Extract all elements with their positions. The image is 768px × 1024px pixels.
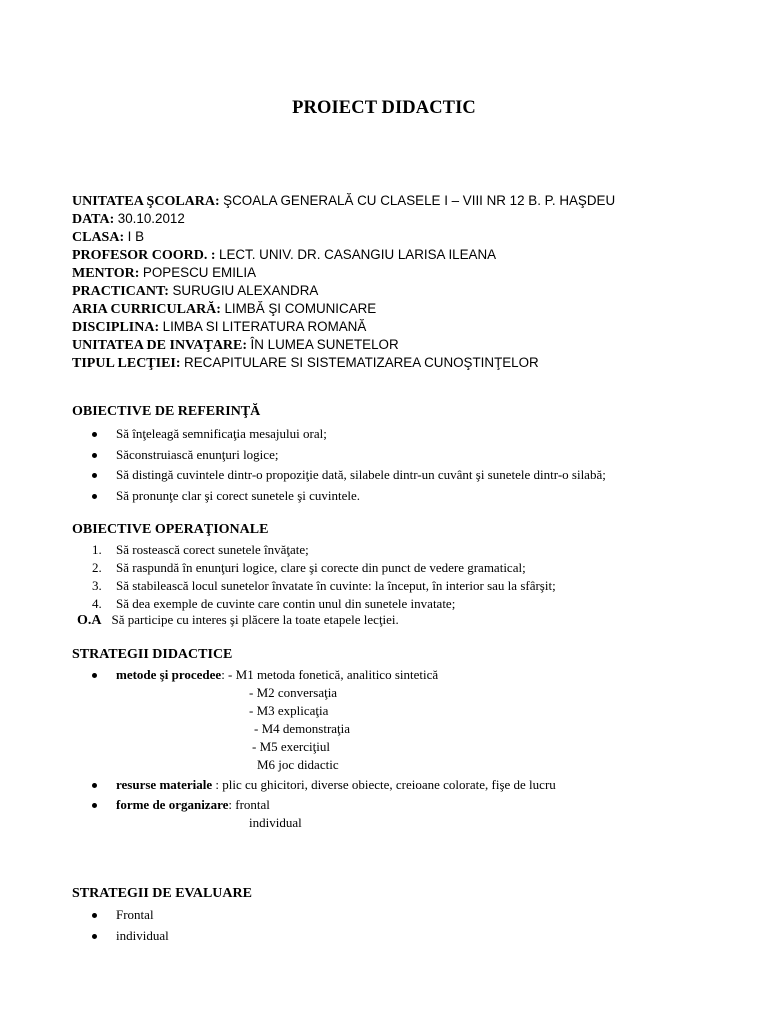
list-item	[92, 445, 606, 466]
info-row	[72, 228, 712, 246]
list-item-text: Să distingă cuvintele dintr-o propoziţie dată, silabele dintr-un cuvânt şi sunetele dintr-o silabă;	[116, 467, 606, 482]
list-item-text: Să pronunţe clar şi corect sunetele şi cuvintele.	[116, 487, 361, 503]
bullet-icon	[92, 913, 97, 918]
oa-line	[77, 612, 399, 629]
info-value: I B	[127, 229, 144, 244]
list-item	[92, 926, 169, 947]
list-item	[92, 559, 556, 577]
info-row	[72, 336, 712, 354]
list-item	[92, 486, 606, 507]
list-item-text: Să raspundă în enunţuri logice, clare şi corecte din punct de vedere gramatical;	[116, 560, 526, 575]
oa-label: O.A	[77, 613, 102, 628]
info-value: 30.10.2012	[117, 211, 185, 226]
bullet-icon	[92, 934, 97, 939]
list-item	[92, 424, 606, 445]
bullet-icon	[92, 673, 97, 678]
list-item	[92, 776, 556, 794]
forme-first: : frontal	[228, 797, 270, 812]
bullet-icon	[92, 432, 97, 437]
info-row	[72, 354, 712, 372]
info-label: DISCIPLINA:	[72, 320, 160, 335]
metode-item: - M3 explicaţia	[249, 703, 329, 718]
bullet-icon	[92, 453, 97, 458]
info-label: DATA:	[72, 212, 115, 227]
metode-first: : - M1 metoda fonetică, analitico sintetică	[221, 667, 439, 682]
info-block	[72, 192, 712, 372]
info-label: PRACTICANT:	[72, 284, 169, 299]
metode-line	[92, 720, 556, 738]
bullet-icon	[92, 783, 97, 788]
info-value: SURUGIU ALEXANDRA	[172, 283, 319, 298]
info-value: POPESCU EMILIA	[142, 265, 257, 280]
evaluare-list	[92, 905, 169, 946]
list-item-text: Frontal	[116, 907, 154, 922]
info-row	[72, 192, 712, 210]
info-value: LIMBA SI LITERATURA ROMANĂ	[162, 319, 367, 334]
forme-label: forme de organizare	[116, 797, 229, 812]
info-value: LECT. UNIV. DR. CASANGIU LARISA ILEANA	[219, 247, 497, 262]
list-number: 3.	[92, 578, 102, 593]
list-item	[92, 465, 606, 486]
resurse-label: resurse materiale	[116, 777, 213, 792]
metode-line	[92, 756, 556, 774]
page-title: PROIECT DIDACTIC	[292, 98, 476, 118]
info-label: PROFESOR COORD. :	[72, 248, 216, 263]
list-item	[92, 577, 556, 595]
info-value: LIMBĂ ŞI COMUNICARE	[224, 301, 377, 316]
bullet-icon	[92, 494, 97, 499]
info-label: UNITATEA DE INVAŢARE:	[72, 338, 248, 353]
list-item-text: Săconstruiască enunţuri logice;	[116, 446, 279, 462]
metode-item: - M5 exerciţiul	[252, 739, 330, 754]
list-item-text: Să înţeleagă semnificaţia mesajului oral;	[116, 426, 327, 441]
section-heading-evaluare: STRATEGII DE EVALUARE	[72, 886, 252, 901]
resurse-text: : plic cu ghicitori, diverse obiecte, creioane colorate, fişe de lucru	[212, 777, 556, 792]
section-heading-strategii: STRATEGII DIDACTICE	[72, 647, 233, 662]
forme-second: individual	[249, 815, 302, 830]
forme-line	[92, 814, 556, 832]
info-label: MENTOR:	[72, 266, 140, 281]
metode-line	[92, 702, 556, 720]
info-row	[72, 210, 712, 228]
metode-item: - M2 conversaţia	[249, 685, 338, 700]
info-label: TIPUL LECŢIEI:	[72, 356, 181, 371]
info-value: RECAPITULARE SI SISTEMATIZAREA CUNOŞTINŢELOR	[184, 355, 539, 370]
list-item	[92, 905, 169, 926]
info-value: ŞCOALA GENERALĂ CU CLASELE I – VIII NR 12 B. P. HAŞDEU	[223, 193, 616, 208]
metode-label: metode şi procedee	[116, 667, 222, 682]
bullet-icon	[92, 473, 97, 478]
info-row	[72, 318, 712, 336]
oa-text: Să participe cu interes şi plăcere la toate etapele lecţiei.	[111, 612, 399, 627]
list-item-text: Să rostească corect sunetele învăţate;	[116, 542, 309, 557]
list-item	[92, 796, 556, 814]
metode-item: - M4 demonstraţia	[254, 721, 351, 736]
info-label: UNITATEA ŞCOLARA:	[72, 194, 220, 209]
list-item	[92, 595, 556, 613]
list-item-text: Să dea exemple de cuvinte care contin unul din sunetele invatate;	[116, 596, 456, 611]
list-item	[92, 541, 556, 559]
info-row	[72, 300, 712, 318]
section-heading-referinta: OBIECTIVE DE REFERINŢĂ	[72, 404, 261, 419]
info-row	[72, 282, 712, 300]
list-number: 4.	[92, 596, 102, 611]
info-label: CLASA:	[72, 230, 125, 245]
list-item-text: individual	[116, 927, 169, 943]
metode-line	[92, 738, 556, 756]
strategii-list	[92, 666, 556, 832]
section-heading-operationale: OBIECTIVE OPERAŢIONALE	[72, 522, 269, 537]
list-item	[92, 666, 556, 684]
metode-line	[92, 684, 556, 702]
bullet-icon	[92, 803, 97, 808]
info-row	[72, 246, 712, 264]
operationale-list	[92, 541, 556, 613]
info-label: ARIA CURRICULARĂ:	[72, 302, 221, 317]
info-value: ÎN LUMEA SUNETELOR	[250, 337, 399, 352]
list-number: 1.	[92, 542, 102, 557]
list-item-text: Să stabilească locul sunetelor învatate în cuvinte: la început, în interior sau la sfârşit;	[116, 578, 556, 593]
list-number: 2.	[92, 560, 102, 575]
metode-item: M6 joc didactic	[257, 757, 339, 772]
referinta-list	[92, 424, 606, 506]
info-row	[72, 264, 712, 282]
